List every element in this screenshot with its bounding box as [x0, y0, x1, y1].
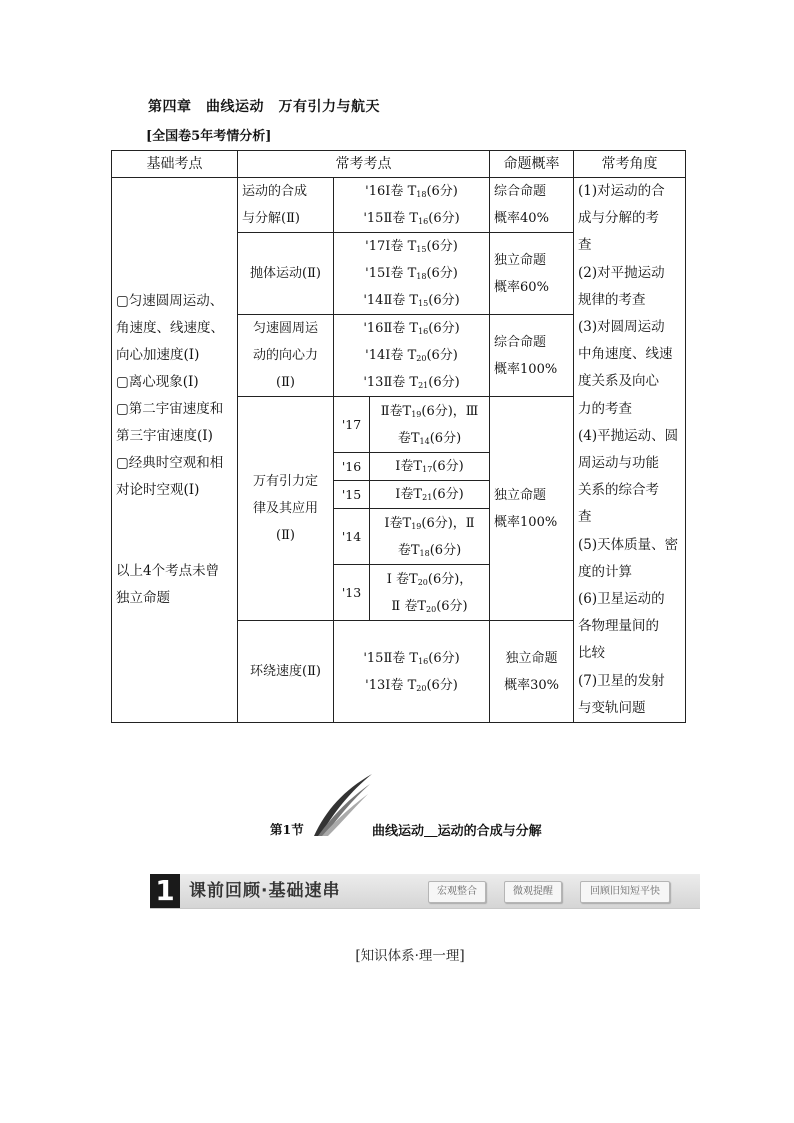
question-number: 19 [411, 521, 422, 531]
score: (6分) [426, 677, 458, 693]
angle-line: (2)对平抛运动 [578, 264, 665, 281]
angle-line: 规律的考查 [578, 291, 646, 308]
question-number: 20 [416, 683, 427, 693]
exam-year: '13 [363, 375, 384, 390]
gravity-detail-line [374, 453, 485, 480]
section-title [372, 820, 542, 839]
angle-line: (4)平抛运动、圆 [578, 427, 679, 444]
score: (6分) [426, 348, 458, 363]
question-number: 16 [418, 217, 429, 226]
exam-reference [338, 672, 485, 699]
header-angle: 常考角度 [574, 151, 686, 178]
knowledge-system-label: [知识体系·理一理] [355, 948, 465, 964]
exam-reference [338, 369, 485, 396]
question-number: 21 [422, 493, 433, 503]
review-banner [150, 874, 700, 909]
basic-point-line: 独立命题 [116, 590, 170, 607]
question-number: 15 [416, 245, 427, 254]
probability-line: 综合命题 [494, 334, 547, 350]
angle-line: 成与分解的考 [578, 210, 660, 227]
table-header-row [112, 151, 686, 178]
angle-line: 力的考查 [578, 400, 633, 417]
basic-point-line [116, 504, 233, 531]
question-number: 20 [417, 577, 428, 587]
gravity-detail-line [374, 566, 485, 593]
section-heading [0, 774, 794, 844]
detail-text: 卷T [397, 542, 420, 558]
detail-text: 卷T [397, 430, 420, 446]
exam-reference [338, 645, 485, 672]
detail-text: (6分) [432, 459, 464, 475]
probability-line: 综合命题 [494, 184, 547, 199]
gravity-topic-cell [238, 397, 334, 621]
topic-cell [238, 621, 334, 723]
topic-line: 抛体运动(Ⅱ) [250, 266, 321, 281]
exam-reference [338, 287, 485, 314]
micro-reminder-button[interactable]: 微观提醒 [504, 881, 562, 903]
exam-volume: Ⅱ卷 [383, 650, 406, 666]
probability-line: 概率100% [494, 514, 558, 530]
exam-year: '15 [363, 650, 384, 666]
gravity-detail-cell [370, 565, 490, 621]
question-number: 15 [418, 299, 429, 308]
gravity-year-cell: '15 [334, 481, 370, 509]
question-prefix: T [403, 184, 417, 199]
gravity-year-cell: '17 [334, 397, 370, 453]
topic-line: 律及其应用 [252, 501, 318, 517]
section-number: 第1节 [270, 822, 304, 837]
exam-volume: Ⅰ卷 [385, 348, 404, 363]
exam-year: '16 [365, 184, 386, 199]
exam-year: '16 [363, 321, 384, 336]
angle-line: 查 [578, 237, 592, 254]
angle-line: 查 [578, 509, 592, 526]
question-number: 16 [418, 327, 429, 336]
angle-line: 比较 [578, 645, 606, 662]
header-basic: 基础考点 [112, 151, 238, 178]
question-prefix: T [403, 677, 417, 693]
gravity-year-cell: '14 [334, 509, 370, 565]
detail-text: Ⅰ卷T [395, 487, 423, 503]
topic-line: (Ⅱ) [276, 375, 295, 390]
macro-integration-button[interactable]: 宏观整合 [428, 881, 486, 903]
detail-text: Ⅱ 卷T [391, 598, 427, 614]
detail-text: (6分) [436, 598, 468, 614]
basic-point-line: 角速度、线速度、 [116, 320, 224, 337]
probability-line: 独立命题 [494, 487, 547, 503]
question-number: 18 [416, 272, 427, 281]
score: (6分) [428, 321, 460, 336]
topic-line: 与分解(Ⅱ) [242, 211, 300, 226]
basic-points-cell [112, 178, 238, 723]
question-number: 20 [416, 354, 427, 363]
references-cell [334, 315, 490, 397]
exam-year: '14 [363, 293, 384, 308]
score: (6分) [426, 239, 458, 254]
detail-text: Ⅰ卷T [384, 515, 412, 531]
basic-point-line: ▢离心现象(Ⅰ) [116, 374, 199, 391]
exam-volume: Ⅰ卷 [385, 239, 404, 254]
gravity-detail-cell [370, 509, 490, 565]
detail-text: (6分) [429, 430, 462, 446]
detail-text: (6分)，Ⅲ [421, 403, 479, 419]
chapter-title: 第四章 曲线运动 万有引力与航天 [148, 99, 380, 115]
topic-line: 运动的合成 [242, 184, 308, 199]
exam-year: '17 [365, 239, 386, 254]
angle-line: 与变轨问题 [578, 699, 646, 716]
probability-cell [490, 178, 574, 233]
question-prefix: T [405, 375, 419, 390]
gravity-year-cell: '16 [334, 453, 370, 481]
basic-point-line: 以上4个考点未曾 [116, 563, 220, 580]
basic-point-line: ▢匀速圆周运动、 [116, 293, 224, 310]
topic-line: 动的向心力 [252, 348, 318, 363]
exam-volume: Ⅱ卷 [383, 211, 406, 226]
basic-point-line: 向心加速度(Ⅰ) [116, 347, 200, 364]
header-common: 常考考点 [238, 151, 490, 178]
score: (6分) [428, 375, 460, 390]
exam-volume: Ⅰ卷 [385, 677, 404, 693]
angle-line: (7)卫星的发射 [578, 672, 665, 689]
probability-cell [490, 233, 574, 315]
exam-year: '15 [365, 266, 386, 281]
analysis-label: [全国卷5年考情分析] [146, 129, 272, 144]
exam-volume: Ⅰ卷 [385, 266, 404, 281]
question-prefix: T [405, 211, 419, 226]
detail-text: (6分)，Ⅱ [421, 515, 475, 531]
gravity-detail-line [374, 398, 485, 425]
references-cell [334, 621, 490, 723]
angle-line: 关系的综合考 [578, 482, 660, 499]
question-number: 19 [411, 409, 422, 419]
detail-text: Ⅱ卷T [380, 403, 412, 419]
score: (6分) [428, 211, 460, 226]
probability-cell [490, 397, 574, 621]
gravity-detail-line [374, 481, 485, 508]
section-title-part2: 运动的合成与分解 [437, 824, 542, 839]
question-prefix: T [405, 321, 419, 336]
angle-line: (6)卫星运动的 [578, 591, 665, 608]
probability-line: 独立命题 [494, 252, 547, 268]
gravity-detail-cell [370, 453, 490, 481]
basic-point-line: 对论时空观(Ⅰ) [116, 482, 200, 499]
angle-line: (1)对运动的合 [578, 183, 665, 199]
question-number: 21 [418, 381, 429, 390]
topic-cell [238, 178, 334, 233]
angle-line: (5)天体质量、密 [578, 536, 679, 553]
references-cell [334, 178, 490, 233]
exam-reference [338, 315, 485, 342]
question-prefix: T [405, 650, 419, 666]
probability-cell [490, 621, 574, 723]
gravity-year-cell: '13 [334, 565, 370, 621]
section-title-part1: 曲线运动 [372, 824, 425, 839]
exam-year: '13 [365, 677, 386, 693]
exam-year: '15 [363, 211, 384, 226]
exam-reference [338, 205, 485, 232]
gravity-detail-cell [370, 397, 490, 453]
references-cell [334, 233, 490, 315]
exam-reference [338, 178, 485, 205]
gravity-detail-cell [370, 481, 490, 509]
topic-line: 万有引力定 [252, 474, 318, 490]
section-title-gap [424, 824, 438, 839]
exam-volume: Ⅱ卷 [383, 321, 406, 336]
probability-line: 概率60% [494, 279, 549, 295]
exam-volume: Ⅰ卷 [385, 184, 404, 199]
header-probability: 命题概率 [490, 151, 574, 178]
probability-line: 概率40% [494, 211, 549, 226]
exam-analysis-table [111, 150, 686, 723]
score: (6分) [426, 184, 458, 199]
detail-text: Ⅰ卷T [395, 459, 423, 475]
score: (6分) [428, 293, 460, 308]
question-prefix: T [403, 348, 417, 363]
detail-text: Ⅰ 卷T [386, 571, 418, 587]
basic-point-line [116, 531, 233, 558]
exam-reference [338, 260, 485, 287]
exam-reference [338, 233, 485, 260]
question-prefix: T [403, 266, 417, 281]
question-number: 18 [419, 548, 430, 558]
question-number: 14 [419, 436, 430, 446]
topic-line: 匀速圆周运 [252, 321, 318, 336]
banner-number: 1 [150, 874, 180, 908]
question-number: 18 [416, 190, 427, 199]
topic-cell [238, 233, 334, 315]
exam-volume: Ⅱ卷 [383, 293, 406, 308]
topic-cell [238, 315, 334, 397]
gravity-detail-line [374, 593, 485, 620]
basic-point-line: 第三宇宙速度(Ⅰ) [116, 428, 213, 445]
detail-text: (6分) [429, 542, 462, 558]
question-number: 17 [422, 465, 433, 475]
basic-point-line: ▢经典时空观和相 [116, 455, 224, 472]
basic-point-line: ▢第二宇宙速度和 [116, 401, 224, 418]
angle-line: 各物理量间的 [578, 618, 660, 635]
angle-line: (3)对圆周运动 [578, 319, 665, 336]
probability-line: 概率30% [504, 677, 559, 693]
banner-title: 课前回顾·基础速串 [189, 881, 341, 901]
angle-line: 中角速度、线速 [578, 346, 673, 363]
probability-line: 概率100% [494, 361, 558, 377]
table-row [112, 178, 686, 233]
detail-text: (6分) [432, 487, 464, 503]
question-prefix: T [405, 293, 419, 308]
score: (6分) [428, 650, 460, 666]
gravity-detail-line [374, 425, 485, 452]
angles-cell [574, 178, 686, 723]
gravity-detail-line [374, 537, 485, 564]
exam-year: '14 [365, 348, 386, 363]
question-number: 20 [426, 604, 437, 614]
score: (6分) [426, 266, 458, 281]
review-knowledge-button[interactable]: 回顾旧知短平快 [580, 881, 670, 903]
gravity-detail-line [374, 510, 485, 537]
question-prefix: T [403, 239, 417, 254]
angle-line: 周运动与功能 [578, 455, 660, 472]
probability-line: 独立命题 [505, 650, 558, 666]
detail-text: (6分)， [427, 571, 473, 587]
probability-cell [490, 315, 574, 397]
exam-volume: Ⅱ卷 [383, 375, 406, 390]
angle-line: 度的计算 [578, 563, 633, 580]
exam-reference [338, 342, 485, 369]
question-number: 16 [418, 656, 429, 666]
topic-line: (Ⅱ) [276, 528, 295, 544]
angle-line: 度关系及向心 [578, 373, 660, 390]
topic-line: 环绕速度(Ⅱ) [250, 664, 321, 680]
